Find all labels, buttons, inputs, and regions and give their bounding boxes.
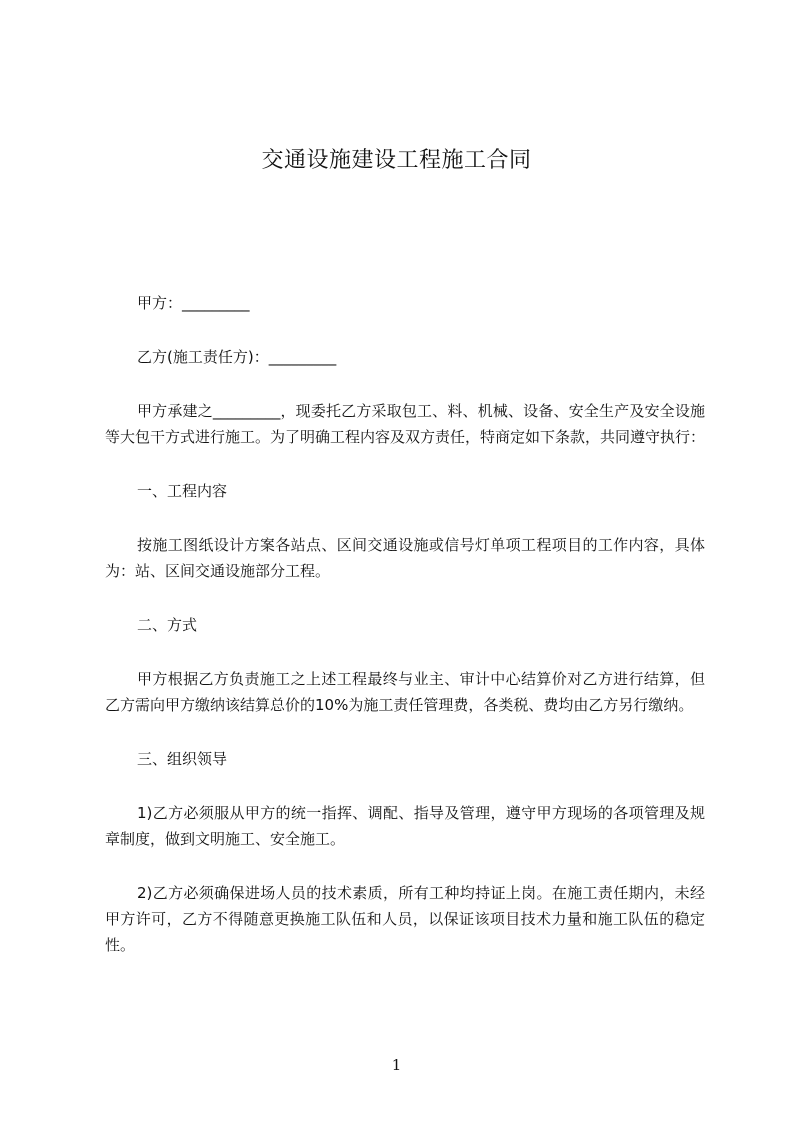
- intro-paragraph: 甲方承建之_________，现委托乙方采取包工、料、机械、设备、安全生产及安全设施等大包干方式进行施工。为了明确工程内容及双方责任，特商定如下条款，共同遵守执行：: [105, 402, 706, 446]
- party-b-line: 乙方(施工责任方)：_________: [137, 348, 337, 366]
- section-1-body: 按施工图纸设计方案各站点、区间交通设施或信号灯单项工程项目的工作内容，具体为：站、区间交通设施部分工程。: [105, 536, 705, 580]
- section-1-heading: 一、工程内容: [137, 482, 228, 500]
- document-body: [105, 290, 705, 986]
- section-2-body: 甲方根据乙方负责施工之上述工程最终与业主、审计中心结算价对乙方进行结算，但乙方需向甲方缴纳该结算总价的10%为施工责任管理费，各类税、费均由乙方另行缴纳。: [105, 670, 705, 714]
- document-title: 交通设施建设工程施工合同: [261, 148, 532, 173]
- party-a-line: 甲方：_________: [137, 294, 250, 312]
- section-3-item-1: 1)乙方必须服从甲方的统一指挥、调配、指导及管理，遵守甲方现场的各项管理及规章制度，做到文明施工、安全施工。: [105, 804, 705, 848]
- page-number: 1: [391, 1056, 402, 1074]
- section-2-heading: 二、方式: [137, 616, 198, 634]
- section-3-heading: 三、组织领导: [137, 750, 228, 768]
- section-3-item-2: 2)乙方必须确保进场人员的技术素质，所有工种均持证上岗。在施工责任期内，未经甲方许可，乙方不得随意更换施工队伍和人员，以保证该项目技术力量和施工队伍的稳定性。: [105, 884, 705, 954]
